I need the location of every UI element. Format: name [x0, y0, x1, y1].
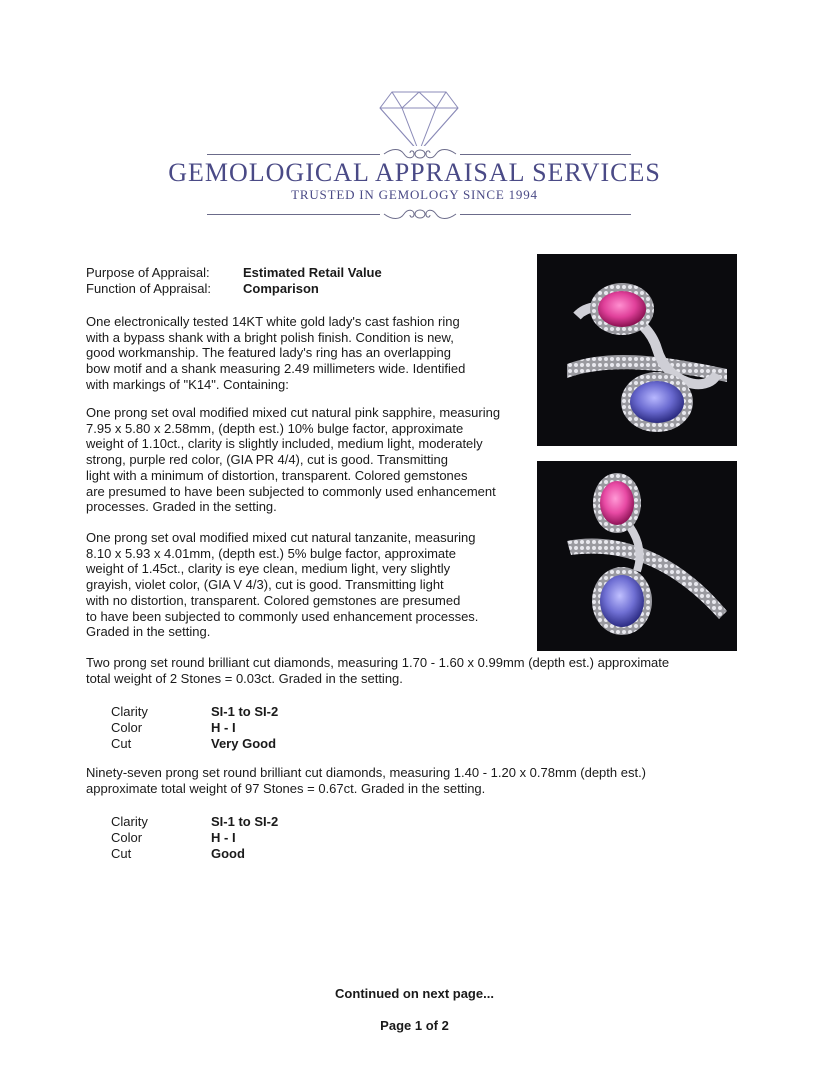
ring-description: One electronically tested 14KT white gold lady's cast fashion ring with a bypass shank with a bright polish finish. Condition is new, good workmanship. The featured lady's ring has an overlapping bow motif and a shank measuring 2.49 millimeters wide. Identified with markings of "K14". Containing: — [86, 314, 466, 392]
clarity-label: Clarity — [111, 814, 148, 829]
tanzanite-description: One prong set oval modified mixed cut natural tanzanite, measuring 8.10 x 5.93 x 4.01mm, (depth est.) 5% bulge factor, approximate weight of 1.45ct., clarity is eye clean, medium light, very slightly grayish, violet color, (GIA V 4/3), cut is good. Transmitting light with no distortion, transparent. Colored gemstones are presumed to have been subjected to commonly used enhancement processes. Graded in the setting. — [86, 530, 479, 640]
function-value: Comparison — [243, 281, 319, 296]
company-tagline: TRUSTED IN GEMOLOGY SINCE 1994 — [291, 187, 538, 202]
ring-front-image — [537, 254, 737, 446]
color-value: H - I — [211, 720, 236, 735]
ring-side-image — [537, 461, 737, 651]
purpose-label: Purpose of Appraisal: — [86, 265, 210, 280]
sapphire-description: One prong set oval modified mixed cut natural pink sapphire, measuring 7.95 x 5.80 x 2.58mm, (depth est.) 10% bulge factor, approximate weight of 1.10ct., clarity is slightly included, medium light, moderately strong, purple red color, (GIA PR 4/4), cut is good. Transmitting light with a minimum of distortion, transparent. Colored gemstones are presumed to have been subjected to commonly used enhancement processes. Graded in the setting. — [86, 405, 501, 515]
clarity-label: Clarity — [111, 704, 148, 719]
cut-label: Cut — [111, 846, 132, 861]
page-number: Page 1 of 2 — [380, 1018, 449, 1033]
color-label: Color — [111, 720, 143, 735]
company-name: GEMOLOGICAL APPRAISAL SERVICES — [168, 158, 661, 187]
grading-two-diamonds — [111, 704, 278, 752]
ninety-seven-diamonds-description: Ninety-seven prong set round brilliant cut diamonds, measuring 1.40 - 1.20 x 0.78mm (depth est.) approximate total weight of 97 Stones = 0.67ct. Graded in the setting. — [86, 765, 647, 796]
cut-value: Good — [211, 846, 245, 861]
clarity-value: SI-1 to SI-2 — [211, 814, 279, 829]
two-diamonds-description: Two prong set round brilliant cut diamonds, measuring 1.70 - 1.60 x 0.99mm (depth est.) approximate total weight of 2 Stones = 0.03ct. Graded in the setting. — [86, 655, 670, 686]
cut-value: Very Good — [211, 736, 277, 751]
clarity-value: SI-1 to SI-2 — [211, 704, 279, 719]
diamond-logo-icon — [378, 88, 460, 154]
grading-ninety-seven-diamonds — [111, 814, 278, 862]
continued-note: Continued on next page... — [335, 986, 494, 1001]
ring-photo-front — [537, 254, 737, 446]
function-label: Function of Appraisal: — [86, 281, 212, 296]
letterhead — [0, 0, 829, 240]
color-label: Color — [111, 830, 143, 845]
cut-label: Cut — [111, 736, 132, 751]
purpose-value: Estimated Retail Value — [243, 265, 382, 280]
ring-photo-side — [537, 461, 737, 651]
appraisal-purpose — [86, 265, 382, 297]
flourish-ornament-icon — [380, 206, 460, 222]
color-value: H - I — [211, 830, 236, 845]
